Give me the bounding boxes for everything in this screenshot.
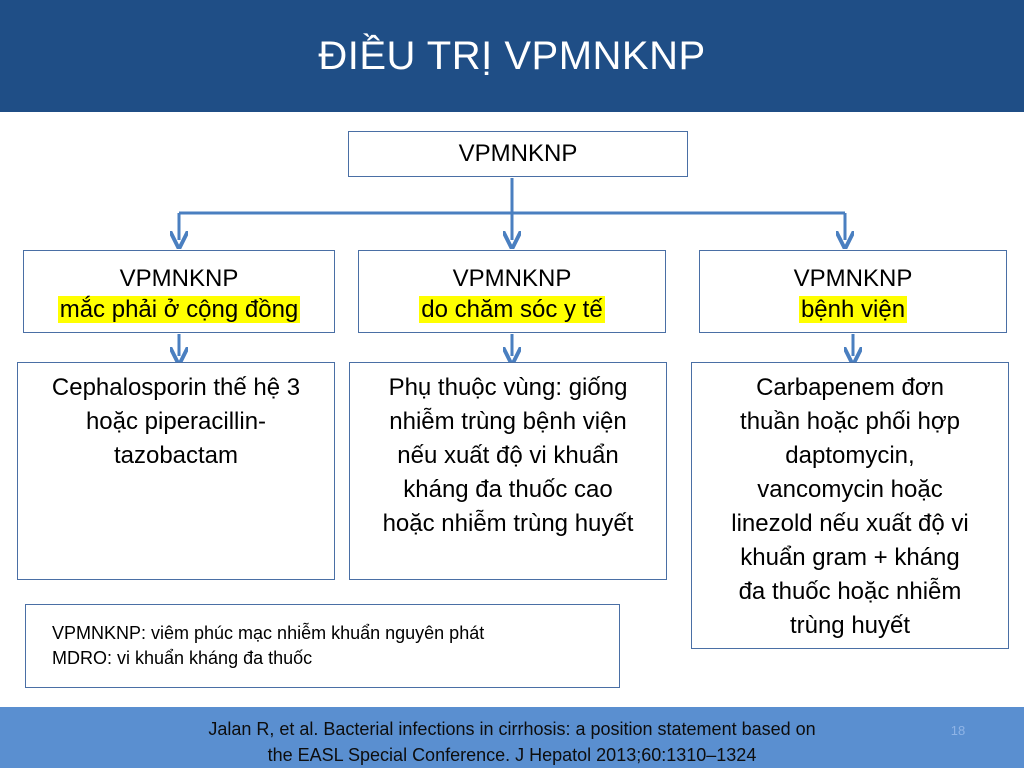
treatment-line: Cephalosporin thế hệ 3 bbox=[51, 374, 301, 401]
treatment-box-healthcare bbox=[349, 362, 667, 580]
treatment-line: khuẩn gram + kháng bbox=[740, 544, 960, 571]
treatment-line: daptomycin, bbox=[785, 442, 915, 469]
treatment-line: vancomycin hoặc bbox=[757, 476, 943, 503]
abbreviation-definitions-box bbox=[25, 604, 620, 688]
slide-title: ĐIỀU TRỊ VPMNKNP bbox=[318, 34, 706, 78]
treatment-line: trùng huyết bbox=[789, 612, 911, 639]
treatment-line: đa thuốc hoặc nhiễm bbox=[738, 578, 962, 605]
slide-page-number: 18 bbox=[950, 723, 966, 738]
reference-line: Jalan R, et al. Bacterial infections in cirrhosis: a position statement based on bbox=[208, 719, 816, 739]
reference-line: the EASL Special Conference. J Hepatol 2013;60:1310–1324 bbox=[267, 745, 757, 765]
root-node-label: VPMNKNP bbox=[458, 140, 578, 167]
root-node-box bbox=[348, 131, 688, 177]
treatment-line: hoặc piperacillin- bbox=[85, 408, 267, 435]
treatment-line: nếu xuất độ vi khuẩn bbox=[397, 442, 619, 469]
category-box-community bbox=[23, 250, 335, 333]
category-subtitle-highlight: bệnh viện bbox=[800, 296, 906, 323]
category-subtitle-highlight: do chăm sóc y tế bbox=[421, 296, 603, 323]
treatment-line: linezold nếu xuất độ vi bbox=[731, 510, 969, 537]
category-title: VPMNKNP bbox=[452, 265, 572, 292]
treatment-box-hospital bbox=[691, 362, 1009, 649]
category-box-hospital bbox=[699, 250, 1007, 333]
category-subtitle-highlight: mắc phải ở cộng đồng bbox=[59, 296, 299, 323]
category-title: VPMNKNP bbox=[793, 265, 913, 292]
treatment-line: kháng đa thuốc cao bbox=[403, 476, 613, 503]
treatment-line: Carbapenem đơn bbox=[756, 374, 944, 401]
definition-line: VPMNKNP: viêm phúc mạc nhiễm khuẩn nguyên phát bbox=[52, 623, 485, 643]
category-box-healthcare bbox=[358, 250, 666, 333]
category-title: VPMNKNP bbox=[119, 265, 239, 292]
reference-citation bbox=[0, 716, 1024, 768]
treatment-box-community bbox=[17, 362, 335, 580]
treatment-line: nhiễm trùng bệnh viện bbox=[389, 408, 627, 435]
treatment-line: hoặc nhiễm trùng huyết bbox=[382, 510, 634, 537]
definition-line: MDRO: vi khuẩn kháng đa thuốc bbox=[52, 648, 313, 668]
treatment-line: Phụ thuộc vùng: giống bbox=[388, 374, 628, 401]
treatment-line: thuần hoặc phối hợp bbox=[740, 408, 960, 435]
treatment-line: tazobactam bbox=[113, 442, 239, 469]
